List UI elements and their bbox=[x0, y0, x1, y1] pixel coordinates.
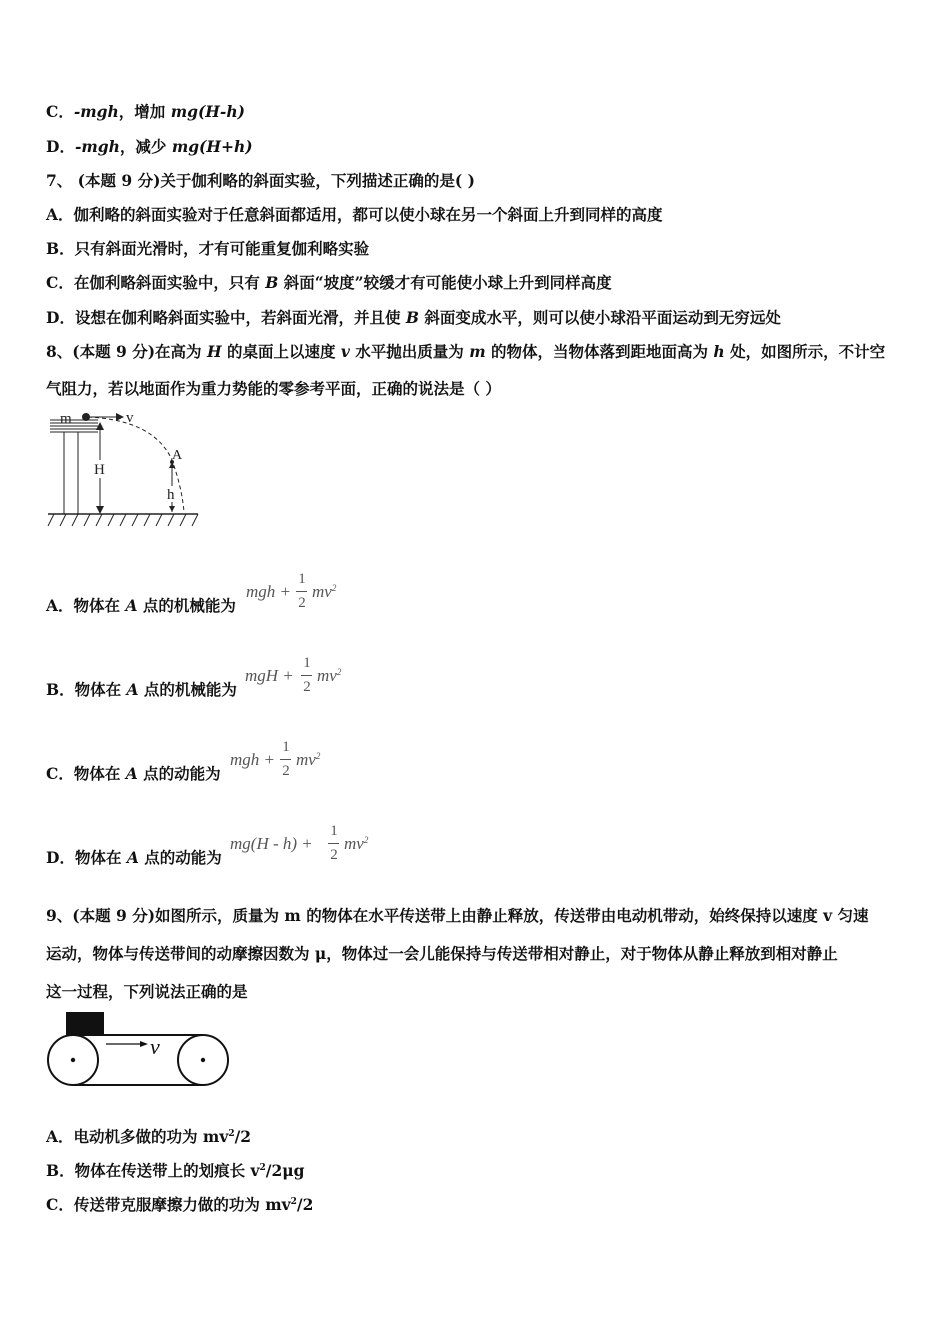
q7-stem: 7、 (本题 9 分)关于伽利略的斜面实验，下列描述正确的是( ) bbox=[46, 171, 475, 190]
q6-option-d: D．-mgh，减少 mg(H+h) bbox=[46, 137, 253, 156]
q8-option-d: D．物体在 A 点的动能为 bbox=[46, 848, 222, 867]
block bbox=[66, 1012, 104, 1035]
q9-stem-line1: 9、(本题 9 分)如图所示，质量为 m 的物体在水平传送带上由静止释放，传送带由电动机带动，始终保持以速度 v 匀速 bbox=[46, 906, 869, 925]
projectile-figure bbox=[44, 408, 204, 533]
q8-option-c-formula: mgh + bbox=[230, 750, 275, 769]
frac-den: 2 bbox=[330, 847, 338, 863]
conveyor-belt-figure bbox=[44, 1010, 236, 1090]
label-h: h bbox=[167, 487, 175, 503]
frac-num: 1 bbox=[298, 571, 306, 587]
q9-option-c: C．传送带克服摩擦力做的功为 $mv^2/2$ bbox=[46, 1195, 314, 1214]
q9-stem-line3: 这一过程，下列说法正确的是 bbox=[46, 982, 248, 1001]
q8-option-a-formula: mgh + bbox=[246, 582, 291, 601]
frac-den: 2 bbox=[298, 595, 306, 611]
q8-option-b-formula: mgH + bbox=[245, 666, 294, 685]
label-H: H bbox=[94, 462, 105, 478]
q8-option-c: C．物体在 A 点的动能为 bbox=[46, 764, 221, 783]
q7-option-d: D．设想在伽利略斜面实验中，若斜面光滑，并且使 B 斜面变成水平，则可以使小球沿平面运动到无穷远处 bbox=[46, 308, 781, 327]
frac-den: 2 bbox=[282, 763, 290, 779]
ball-icon bbox=[82, 413, 90, 421]
q6-option-c: C．-mgh，增加 mg(H-h) bbox=[46, 102, 245, 121]
q8-stem-line2: 气阻力，若以地面作为重力势能的零参考平面，正确的说法是（ ） bbox=[46, 379, 501, 398]
label-v: v bbox=[126, 410, 134, 426]
label-A: A bbox=[172, 448, 183, 463]
q8-stem-line1: 8、(本题 9 分)在高为 H 的桌面上以速度 v 水平抛出质量为 m 的物体，当物体落到距地面高为 h 处，如图所示，不计空 bbox=[46, 342, 886, 361]
frac-num: 1 bbox=[282, 739, 290, 755]
frac-num: 1 bbox=[330, 823, 338, 839]
q9-option-b: B．物体在传送带上的划痕长 $v^2/2\mu g$ bbox=[46, 1161, 305, 1180]
q8-option-a: A．物体在 A 点的机械能为 bbox=[46, 596, 236, 615]
q8-option-a-tail: $mv^2$ bbox=[312, 582, 337, 601]
label-m: m bbox=[60, 411, 72, 427]
q8-option-b-tail: $mv^2$ bbox=[317, 666, 342, 685]
q9-option-a: A．电动机多做的功为 $mv^2/2$ bbox=[46, 1127, 252, 1146]
label-v: v bbox=[150, 1034, 160, 1059]
q7-option-c: C．在伽利略斜面实验中，只有 B 斜面“坡度”较缓才有可能使小球上升到同样高度 bbox=[46, 273, 612, 292]
q9-stem-line2: 运动，物体与传送带间的动摩擦因数为 μ，物体过一会儿能保持与传送带相对静止，对于物体从静止释放到相对静止 bbox=[46, 944, 838, 963]
q8-option-d-tail: $mv^2$ bbox=[344, 834, 369, 853]
frac-num: 1 bbox=[303, 655, 311, 671]
q8-option-b: B．物体在 A 点的机械能为 bbox=[46, 680, 237, 699]
q8-option-c-tail: $mv^2$ bbox=[296, 750, 321, 769]
q7-option-a: A．伽利略的斜面实验对于任意斜面都适用，都可以使小球在另一个斜面上升到同样的高度 bbox=[46, 205, 663, 224]
q7-option-b: B．只有斜面光滑时，才有可能重复伽利略实验 bbox=[46, 239, 370, 258]
frac-den: 2 bbox=[303, 679, 311, 695]
q8-option-d-formula: mg(H - h) + bbox=[230, 834, 313, 853]
